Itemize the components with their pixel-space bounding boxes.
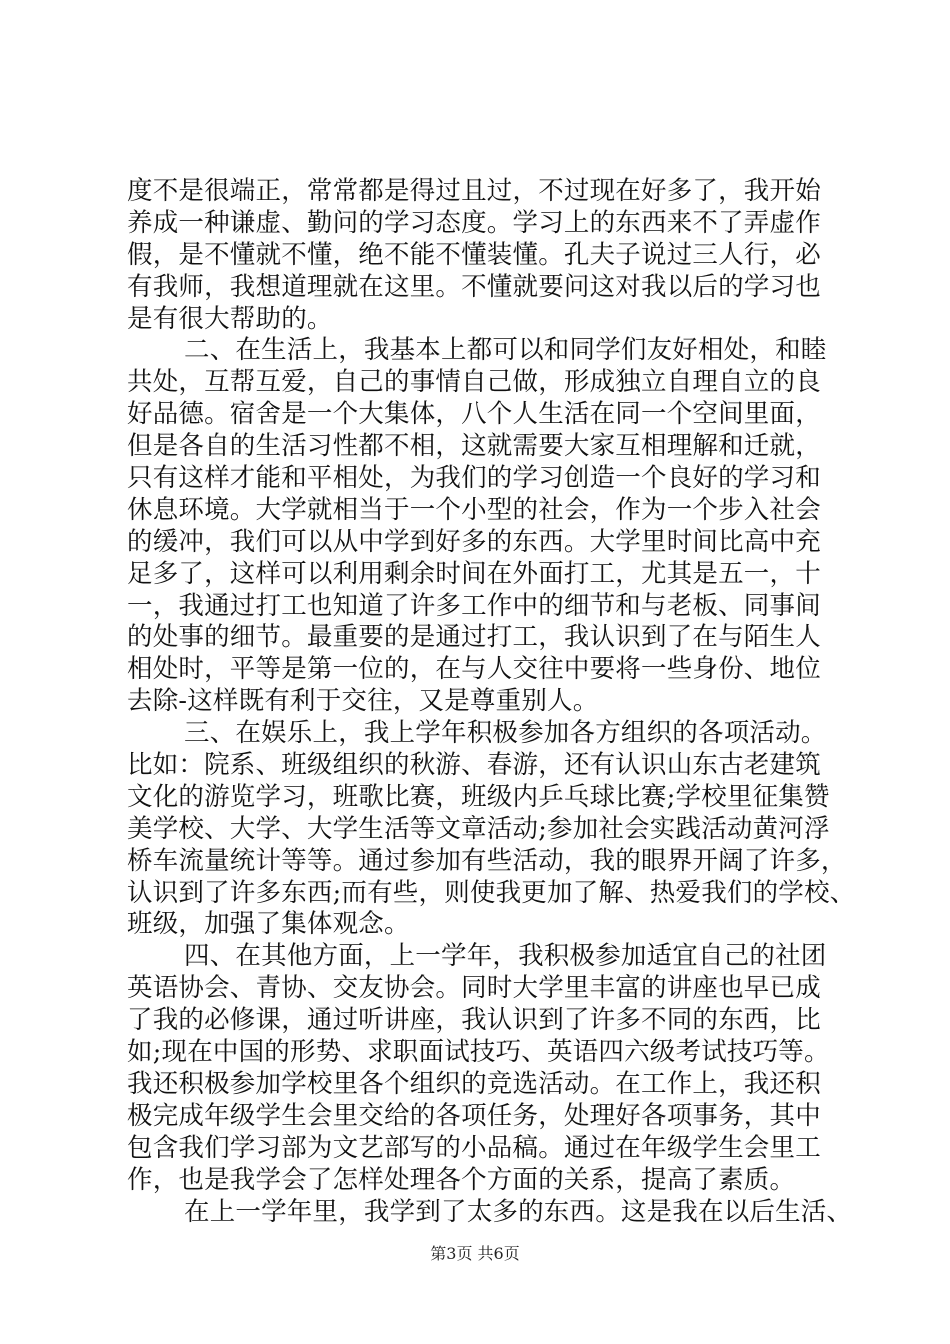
text-line: 作，也是我学会了怎样处理各个方面的关系，提高了素质。 [127, 1164, 796, 1195]
text-line: 一，我通过打工也知道了许多工作中的细节和与老板、同事间 [127, 590, 821, 621]
text-line: 但是各自的生活习性都不相，这就需要大家互相理解和迁就， [127, 431, 821, 462]
text-line: 好品德。宿舍是一个大集体，八个人生活在同一个空间里面， [127, 399, 821, 430]
text-line: 是有很大帮助的。 [127, 303, 333, 334]
text-line: 足多了，这样可以利用剩余时间在外面打工，尤其是五一，十 [127, 558, 821, 589]
text-line: 我还积极参加学校里各个组织的竞选活动。在工作上，我还积 [127, 1068, 821, 1099]
text-line: 的缓冲，我们可以从中学到好多的东西。大学里时间比高中充 [127, 526, 821, 557]
text-line: 共处，互帮互爱，自己的事情自己做，形成独立自理自立的良 [127, 367, 821, 398]
text-line: 班级，加强了集体观念。 [127, 909, 410, 940]
text-line: 休息环境。大学就相当于一个小型的社会，作为一个步入社会 [127, 494, 821, 525]
text-line: 英语协会、青协、交友协会。同时大学里丰富的讲座也早已成 [127, 973, 821, 1004]
text-line: 度不是很端正，常常都是得过且过，不过现在好多了，我开始 [127, 176, 821, 206]
text-line: 美学校、大学、大学生活等文章活动;参加社会实践活动黄河浮 [127, 813, 830, 844]
text-line: 如;现在中国的形势、求职面试技巧、英语四六级考试技巧等。 [127, 1037, 830, 1068]
text-line: 只有这样才能和平相处，为我们的学习创造一个良好的学习和 [127, 463, 821, 494]
text-line: 二、在生活上，我基本上都可以和同学们友好相处，和睦 [184, 335, 827, 366]
text-line: 有我师，我想道理就在这里。不懂就要问这对我以后的学习也 [127, 271, 821, 302]
page-footer: 第3页 共6页 [430, 1244, 520, 1263]
text-line: 极完成年级学生会里交给的各项任务，处理好各项事务，其中 [127, 1100, 821, 1131]
text-line: 假，是不懂就不懂，绝不能不懂装懂。孔夫子说过三人行，必 [127, 239, 821, 270]
text-line: 了我的必修课，通过听讲座，我认识到了许多不同的东西，比 [127, 1005, 821, 1036]
body-text [127, 176, 856, 1228]
text-line: 养成一种谦虚、勤问的学习态度。学习上的东西来不了弄虚作 [127, 207, 821, 238]
text-line: 三、在娱乐上，我上学年积极参加各方组织的各项活动。 [184, 718, 827, 749]
text-line: 比如：院系、班级组织的秋游、春游，还有认识山东古老建筑 [127, 750, 821, 781]
text-line: 四、在其他方面，上一学年，我积极参加适宜自己的社团 [184, 941, 827, 972]
text-line: 认识到了许多东西;而有些，则使我更加了解、热爱我们的学校、 [127, 877, 856, 908]
text-line: 桥车流量统计等等。通过参加有些活动，我的眼界开阔了许多， [127, 845, 847, 876]
text-line: 在上一学年里，我学到了太多的东西。这是我在以后生活、 [184, 1196, 853, 1227]
text-line: 文化的游览学习，班歌比赛，班级内乒乓球比赛;学校里征集赞 [127, 781, 830, 812]
text-line: 的处事的细节。最重要的是通过打工，我认识到了在与陌生人 [127, 622, 821, 653]
text-line: 去除-这样既有利于交往，又是尊重别人。 [127, 686, 599, 717]
text-line: 相处时，平等是第一位的，在与人交往中要将一些身份、地位 [127, 654, 821, 685]
text-line: 包含我们学习部为文艺部写的小品稿。通过在年级学生会里工 [127, 1132, 821, 1163]
